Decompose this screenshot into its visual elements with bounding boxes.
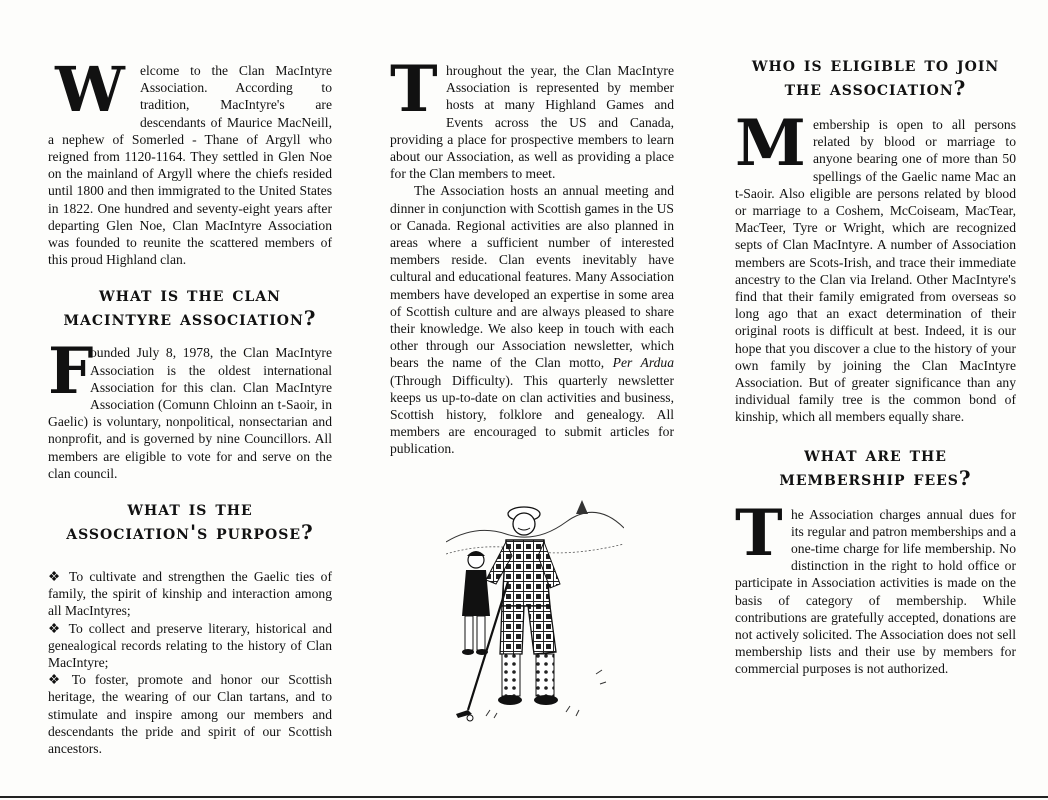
golfer-illustration [446, 484, 624, 728]
intro-text: elcome to the Clan MacIntyre Association. According to tradition, MacIntyre's are descendants of Maurice MacNeill, a nephew of Somerled - Thane of Argyll who reigned from 1120-1164. They settled in Glen Noe on the mainland of Argyll where the chiefs resided until 1800 and then immigrated to the United States in 1822. One hundred and seventy-eight years after departing Glen Noe, Clan MacIntyre Association was founded to reunite the scattered members of this proud Highland clan. [48, 63, 332, 268]
column-1 [48, 53, 333, 757]
heading-what-is-association [48, 282, 332, 330]
membership-paragraph [735, 106, 1016, 426]
fees-paragraph [735, 495, 1016, 678]
fees-text: he Association charges annual dues for its regular and patron memberships and a one-time charge for life membership. No distinction in the right to hold office or participate in Association activities is made on the basis of category of membership. While contributions are gratefully accepted, donations are not actively solicited. The Association does not sell membership lists and their use by members for commercial purposes is not authorized. [735, 506, 1016, 677]
dropcap-t: T [735, 495, 783, 571]
purpose-list [48, 568, 332, 757]
throughout-paragraph [390, 52, 674, 182]
diamond-bullet-icon: ❖ [48, 569, 64, 585]
dropcap-t: T [390, 52, 438, 127]
column-2 [390, 52, 674, 458]
purpose-item: ❖ To foster, promote and honor our Scottish heritage, the wearing of our Clan tartans, and to stimulate and inspire among our members and descendants the pride and spirit of our Scottish ancestors. [48, 672, 333, 757]
throughout-text: hroughout the year, the Clan MacIntyre Association is represented by member hosts at many Highland Games and Events across the US and Canada, providing a place for prospective members to learn about our Association, as well as providing a place for the Clan members to meet. [390, 63, 674, 182]
purpose-item: ❖ To cultivate and strengthen the Gaelic ties of family, the spirit of kinship and interaction among all MacIntyres; [48, 569, 333, 619]
heading-eligibility [735, 52, 1016, 100]
heading-line-1: who is eligible to join [751, 52, 1000, 76]
heading-line-2: macintyre association? [63, 306, 317, 331]
dropcap-m: M [735, 106, 806, 181]
heading-line-2: association's purpose? [66, 520, 314, 545]
diamond-bullet-icon: ❖ [48, 620, 63, 636]
intro-paragraph [48, 53, 332, 268]
clan-motto: Per Ardua [612, 355, 674, 371]
founded-text: ounded July 8, 1978, the Clan MacIntyre Association is the oldest international Association for this clan. Clan MacIntyre Association (Comunn Chloinn an t-Saoir, in Gaelic) is voluntary, nonpolitical, nonsectarian and nonprofit, and is governed by nine Councillors. All members are eligible to vote for and serve on the clan council. [48, 345, 332, 481]
meeting-paragraph: The Association hosts an annual meeting and dinner in conjunction with Scottish games in the US or Canada. Regional activities are also planned in areas where a sufficient number of interested members reside. Clan events inevitably have cultural and educational features. Many Association members have developed an expertise in some area of Scottish culture and are always pleased to share their knowledge. We also keep in touch with each other through our Association newsletter, which bears the name of the Clan motto, Per Ardua (Through Difficulty). This quarterly newsletter keeps us up-to-date on clan activities and business, Scottish history, folklore and genealogy. All members are encouraged to submit articles for publication. [390, 183, 674, 457]
dropcap-w: W [55, 53, 125, 126]
heading-line-1: what are the [804, 441, 947, 466]
heading-line-1: what is the [127, 496, 253, 521]
column-3 [735, 52, 1016, 678]
dropcap-f: F [48, 334, 94, 410]
diamond-bullet-icon: ❖ [48, 672, 66, 688]
founded-paragraph [48, 334, 332, 482]
heading-fees [735, 442, 1016, 490]
heading-line-1: what is the clan [99, 282, 281, 307]
heading-line-2: membership fees? [779, 465, 972, 490]
purpose-item: ❖ To collect and preserve literary, historical and genealogical records relating to the history of Clan MacIntyre; [48, 620, 332, 671]
bottom-border [0, 796, 1048, 798]
membership-text: embership is open to all persons related by blood or marriage to anyone bearing one of more than 50 spellings of the Gaelic name Mac an t-Saoir. Also eligible are persons related by blood or marriage to a Coshem, McCoiseam, MacTear, MacTeer, Tyre or Wright, which are recognized septs of Clan MacIntyre. A number of Association members are Scots-Irish, and trace their immediate ancestry to the Clan via Ireland. Other MacIntyre's find that their family emigrated from overseas so long ago that an exact determination of their original roots is difficult at best. Indeed, it is our hope that you discover a clue to the history of your own family by joining the Clan MacIntyre Association. But of greater significance than any individual family tree is the common bond of kinship, which all members equally share. [735, 117, 1016, 425]
heading-purpose [48, 496, 332, 544]
heading-line-2: the association? [784, 76, 967, 100]
